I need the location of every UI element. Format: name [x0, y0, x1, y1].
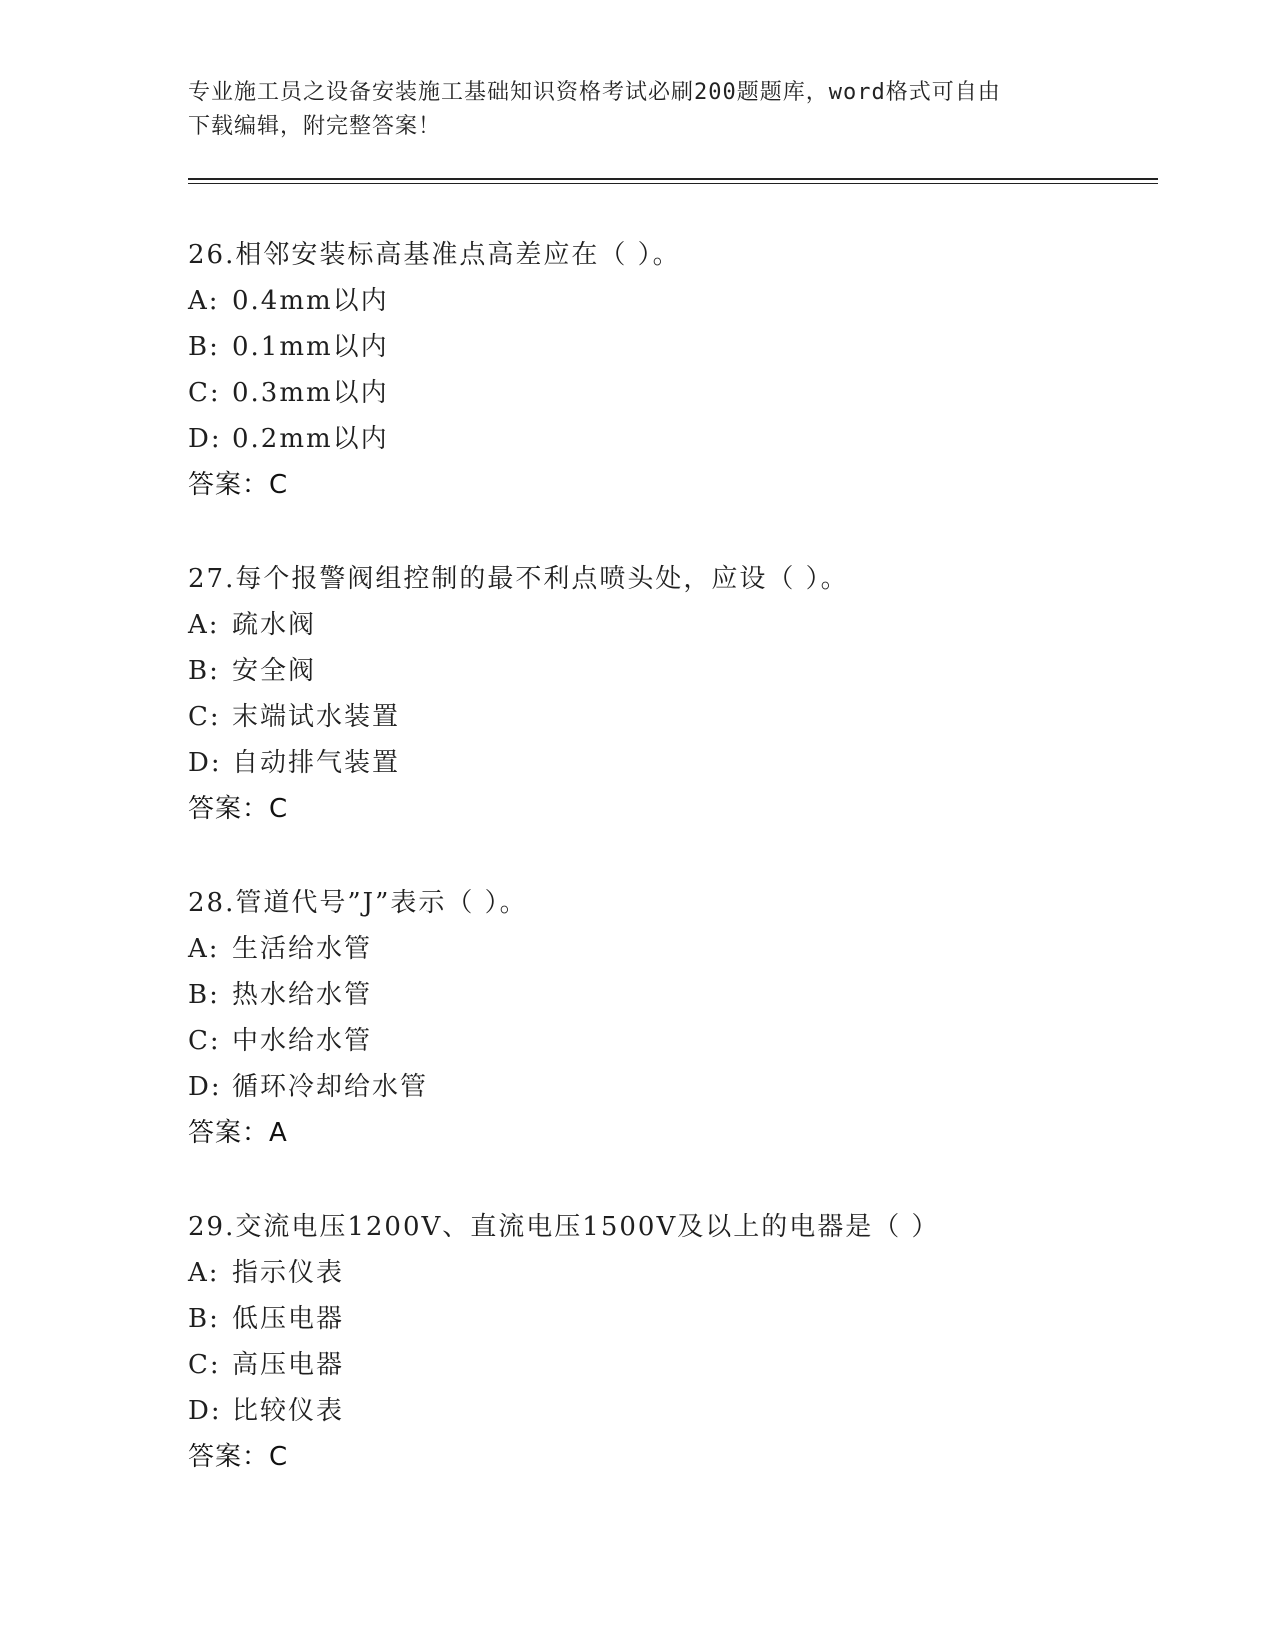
option-letter: D: [188, 424, 222, 454]
option-text: 0.3mm以内 [232, 378, 389, 408]
header-line-1: 专业施工员之设备安装施工基础知识资格考试必刷200题题库，word格式可自由 [188, 80, 1001, 105]
option-letter: B: [188, 656, 220, 686]
option-letter: C: [188, 1026, 221, 1056]
option-letter: A: [188, 1258, 220, 1288]
option-b [188, 972, 1168, 1018]
option-text: 疏水阀 [232, 610, 317, 640]
option-a [188, 602, 1168, 648]
option-c [188, 694, 1168, 740]
option-a [188, 926, 1168, 972]
question-26 [188, 232, 1168, 508]
header-divider-thick [188, 178, 1158, 180]
option-letter: D: [188, 1396, 222, 1426]
option-letter: B: [188, 332, 220, 362]
option-letter: A: [188, 286, 220, 316]
option-text: 0.2mm以内 [232, 424, 389, 454]
option-text: 安全阀 [232, 656, 317, 686]
option-b [188, 324, 1168, 370]
option-d [188, 1064, 1168, 1110]
option-text: 末端试水装置 [232, 702, 401, 732]
option-text: 指示仪表 [232, 1258, 345, 1288]
option-a [188, 278, 1168, 324]
option-text: 自动排气装置 [232, 748, 401, 778]
option-text: 0.4mm以内 [232, 286, 389, 316]
question-stem: 28.管道代号”J”表示（ ）。 [188, 888, 528, 918]
option-d [188, 1388, 1168, 1434]
question-28 [188, 880, 1168, 1156]
option-text: 生活给水管 [232, 934, 373, 964]
question-29 [188, 1204, 1168, 1480]
question-27 [188, 556, 1168, 832]
option-text: 低压电器 [232, 1304, 345, 1334]
option-text: 高压电器 [232, 1350, 345, 1380]
option-text: 中水给水管 [232, 1026, 373, 1056]
option-text: 循环冷却给水管 [232, 1072, 429, 1102]
option-text: 比较仪表 [232, 1396, 345, 1426]
option-letter: B: [188, 980, 220, 1010]
header-line-2: 下载编辑，附完整答案！ [188, 114, 442, 139]
answer-line: 答案：C [188, 470, 289, 500]
option-letter: A: [188, 610, 220, 640]
header-divider-thin [188, 183, 1158, 184]
option-text: 0.1mm以内 [232, 332, 389, 362]
option-letter: D: [188, 1072, 222, 1102]
question-stem: 27.每个报警阀组控制的最不利点喷头处，应设（ ）。 [188, 564, 849, 594]
option-letter: A: [188, 934, 220, 964]
option-letter: D: [188, 748, 222, 778]
question-stem: 26.相邻安装标高基准点高差应在（ ）。 [188, 240, 681, 270]
question-stem: 29.交流电压1200V、直流电压1500V及以上的电器是（ ） [188, 1212, 940, 1242]
option-letter: C: [188, 378, 221, 408]
document-header [188, 76, 1068, 144]
option-c [188, 1342, 1168, 1388]
option-b [188, 1296, 1168, 1342]
option-d [188, 740, 1168, 786]
option-letter: C: [188, 702, 221, 732]
option-letter: C: [188, 1350, 221, 1380]
option-a [188, 1250, 1168, 1296]
option-c [188, 1018, 1168, 1064]
option-b [188, 648, 1168, 694]
option-d [188, 416, 1168, 462]
option-c [188, 370, 1168, 416]
answer-line: 答案：A [188, 1118, 288, 1148]
answer-line: 答案：C [188, 794, 289, 824]
answer-line: 答案：C [188, 1442, 289, 1472]
option-letter: B: [188, 1304, 220, 1334]
option-text: 热水给水管 [232, 980, 373, 1010]
